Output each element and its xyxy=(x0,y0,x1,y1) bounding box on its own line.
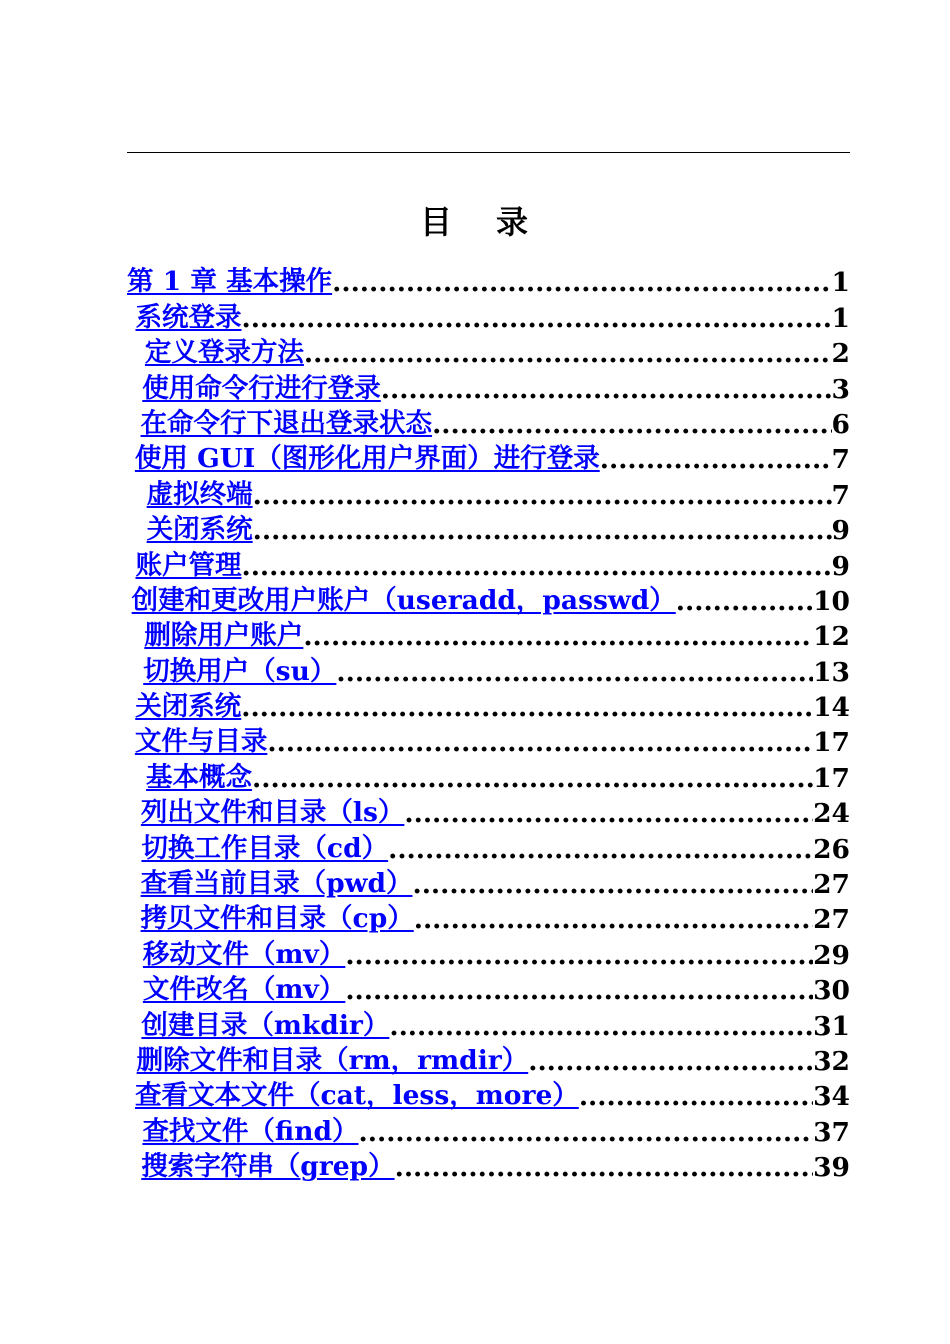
toc-entry xyxy=(127,829,850,864)
toc-entry-link[interactable]: 查看当前目录（pwd） xyxy=(140,868,413,900)
toc-leader-dots xyxy=(404,798,813,829)
toc-entry xyxy=(127,263,850,298)
toc-entry xyxy=(127,794,850,829)
toc-entry xyxy=(127,865,850,900)
toc-entry-link[interactable]: 拷贝文件和目录（cp） xyxy=(140,903,414,935)
toc-entry xyxy=(127,1042,850,1077)
toc-entry-link[interactable]: 文件改名（mv） xyxy=(142,974,346,1006)
toc-leader-dots xyxy=(359,1117,814,1148)
toc-entry xyxy=(127,723,850,758)
toc-leader-dots xyxy=(412,869,813,900)
toc-leader-dots xyxy=(252,763,813,794)
toc-leader-dots xyxy=(579,1081,813,1112)
toc-leader-dots xyxy=(336,657,813,688)
toc-entry xyxy=(127,971,850,1006)
toc-entry xyxy=(127,935,850,970)
toc-page-number: 13 xyxy=(813,656,850,688)
toc-leader-dots xyxy=(528,1046,813,1077)
toc-entry xyxy=(127,900,850,935)
toc-leader-dots xyxy=(600,444,832,475)
toc-leader-dots xyxy=(241,551,831,582)
toc-page-number: 14 xyxy=(813,692,850,724)
toc-entry-link[interactable]: 定义登录方法 xyxy=(144,337,304,369)
toc-page-number: 17 xyxy=(813,727,850,759)
toc-page-number: 10 xyxy=(813,585,850,617)
toc-page-number: 27 xyxy=(813,869,850,901)
toc-page-number: 26 xyxy=(813,833,850,865)
toc-page-number: 12 xyxy=(813,621,850,653)
toc-page-number: 24 xyxy=(813,798,850,830)
toc-page-number: 2 xyxy=(831,338,850,370)
toc-entry-link[interactable]: 使用命令行进行登录 xyxy=(142,372,381,404)
toc-entry xyxy=(127,582,850,617)
toc-entry xyxy=(127,405,850,440)
toc-leader-dots xyxy=(332,267,831,298)
toc-entry-link[interactable]: 查看文本文件（cat，less，more） xyxy=(134,1080,579,1112)
table-of-contents xyxy=(127,263,850,1183)
toc-entry-link[interactable]: 系统登录 xyxy=(135,301,242,333)
toc-entry xyxy=(127,758,850,793)
toc-entry-link[interactable]: 基本概念 xyxy=(146,761,253,793)
toc-page-number: 30 xyxy=(813,975,850,1007)
toc-entry xyxy=(127,1112,850,1147)
toc-entry xyxy=(127,617,850,652)
toc-entry xyxy=(127,511,850,546)
toc-title-right: 录 xyxy=(496,203,531,241)
toc-entry-link[interactable]: 虚拟终端 xyxy=(146,478,253,510)
toc-entry-link[interactable]: 在命令行下退出登录状态 xyxy=(140,407,433,439)
toc-entry-link[interactable]: 创建目录（mkdir） xyxy=(141,1009,390,1041)
toc-leader-dots xyxy=(303,621,813,652)
toc-entry xyxy=(127,1006,850,1041)
toc-entry-link[interactable]: 切换用户（su） xyxy=(143,655,337,687)
toc-page-number: 32 xyxy=(813,1045,850,1077)
toc-leader-dots xyxy=(345,975,813,1006)
toc-entry-link[interactable]: 账户管理 xyxy=(135,549,242,581)
toc-entry xyxy=(127,475,850,510)
toc-leader-dots xyxy=(241,303,831,334)
toc-page-number: 9 xyxy=(831,515,850,547)
toc-entry xyxy=(127,546,850,581)
toc-page-number: 3 xyxy=(831,373,850,405)
toc-entry-link[interactable]: 删除用户账户 xyxy=(144,620,304,652)
header-rule xyxy=(127,152,850,153)
toc-leader-dots xyxy=(676,586,813,617)
toc-leader-dots xyxy=(414,904,813,935)
toc-entry xyxy=(127,688,850,723)
toc-entry xyxy=(127,334,850,369)
toc-page-number: 1 xyxy=(831,267,850,299)
toc-page-number: 17 xyxy=(813,762,850,794)
toc-leader-dots xyxy=(388,834,813,865)
toc-leader-dots xyxy=(253,515,832,546)
toc-entry-link[interactable]: 删除文件和目录（rm，rmdir） xyxy=(136,1044,529,1076)
toc-entry-link[interactable]: 移动文件（mv） xyxy=(142,938,346,970)
toc-page-number: 7 xyxy=(831,444,850,476)
toc-page-number: 1 xyxy=(831,302,850,334)
toc-entry-link[interactable]: 查找文件（find） xyxy=(142,1115,359,1147)
toc-entry-link[interactable]: 第 1 章 基本操作 xyxy=(127,266,333,298)
toc-page-number: 27 xyxy=(813,904,850,936)
toc-leader-dots xyxy=(381,374,832,405)
toc-page-number: 31 xyxy=(813,1010,850,1042)
toc-leader-dots xyxy=(304,338,832,369)
toc-title-left: 目 xyxy=(419,203,454,241)
toc-leader-dots xyxy=(395,1152,814,1183)
toc-title xyxy=(0,197,950,243)
toc-entry-link[interactable]: 搜索字符串（grep） xyxy=(141,1151,395,1183)
toc-entry xyxy=(127,652,850,687)
toc-leader-dots xyxy=(253,480,832,511)
toc-page-number: 37 xyxy=(813,1116,850,1148)
toc-leader-dots xyxy=(432,409,831,440)
toc-entry-link[interactable]: 文件与目录 xyxy=(134,726,268,758)
toc-leader-dots xyxy=(345,940,813,971)
toc-leader-dots xyxy=(241,692,813,723)
toc-page-number: 34 xyxy=(813,1081,850,1113)
toc-entry xyxy=(127,369,850,404)
toc-entry-link[interactable]: 切换工作目录（cd） xyxy=(141,832,389,864)
toc-entry-link[interactable]: 关闭系统 xyxy=(146,514,253,546)
toc-entry-link[interactable]: 关闭系统 xyxy=(135,691,242,723)
toc-leader-dots xyxy=(267,727,813,758)
toc-entry-link[interactable]: 列出文件和目录（ls） xyxy=(140,797,405,829)
toc-entry xyxy=(127,1077,850,1112)
toc-page-number: 6 xyxy=(831,408,850,440)
toc-page-number: 9 xyxy=(831,550,850,582)
toc-entry-link[interactable]: 使用 GUI（图形化用户界面）进行登录 xyxy=(134,443,600,475)
toc-entry xyxy=(127,298,850,333)
toc-page-number: 29 xyxy=(813,939,850,971)
toc-leader-dots xyxy=(389,1011,813,1042)
toc-page-number: 39 xyxy=(813,1152,850,1184)
toc-entry xyxy=(127,440,850,475)
toc-entry-link[interactable]: 创建和更改用户账户（useradd，passwd） xyxy=(131,584,676,616)
toc-entry xyxy=(127,1148,850,1183)
toc-page-number: 7 xyxy=(831,479,850,511)
